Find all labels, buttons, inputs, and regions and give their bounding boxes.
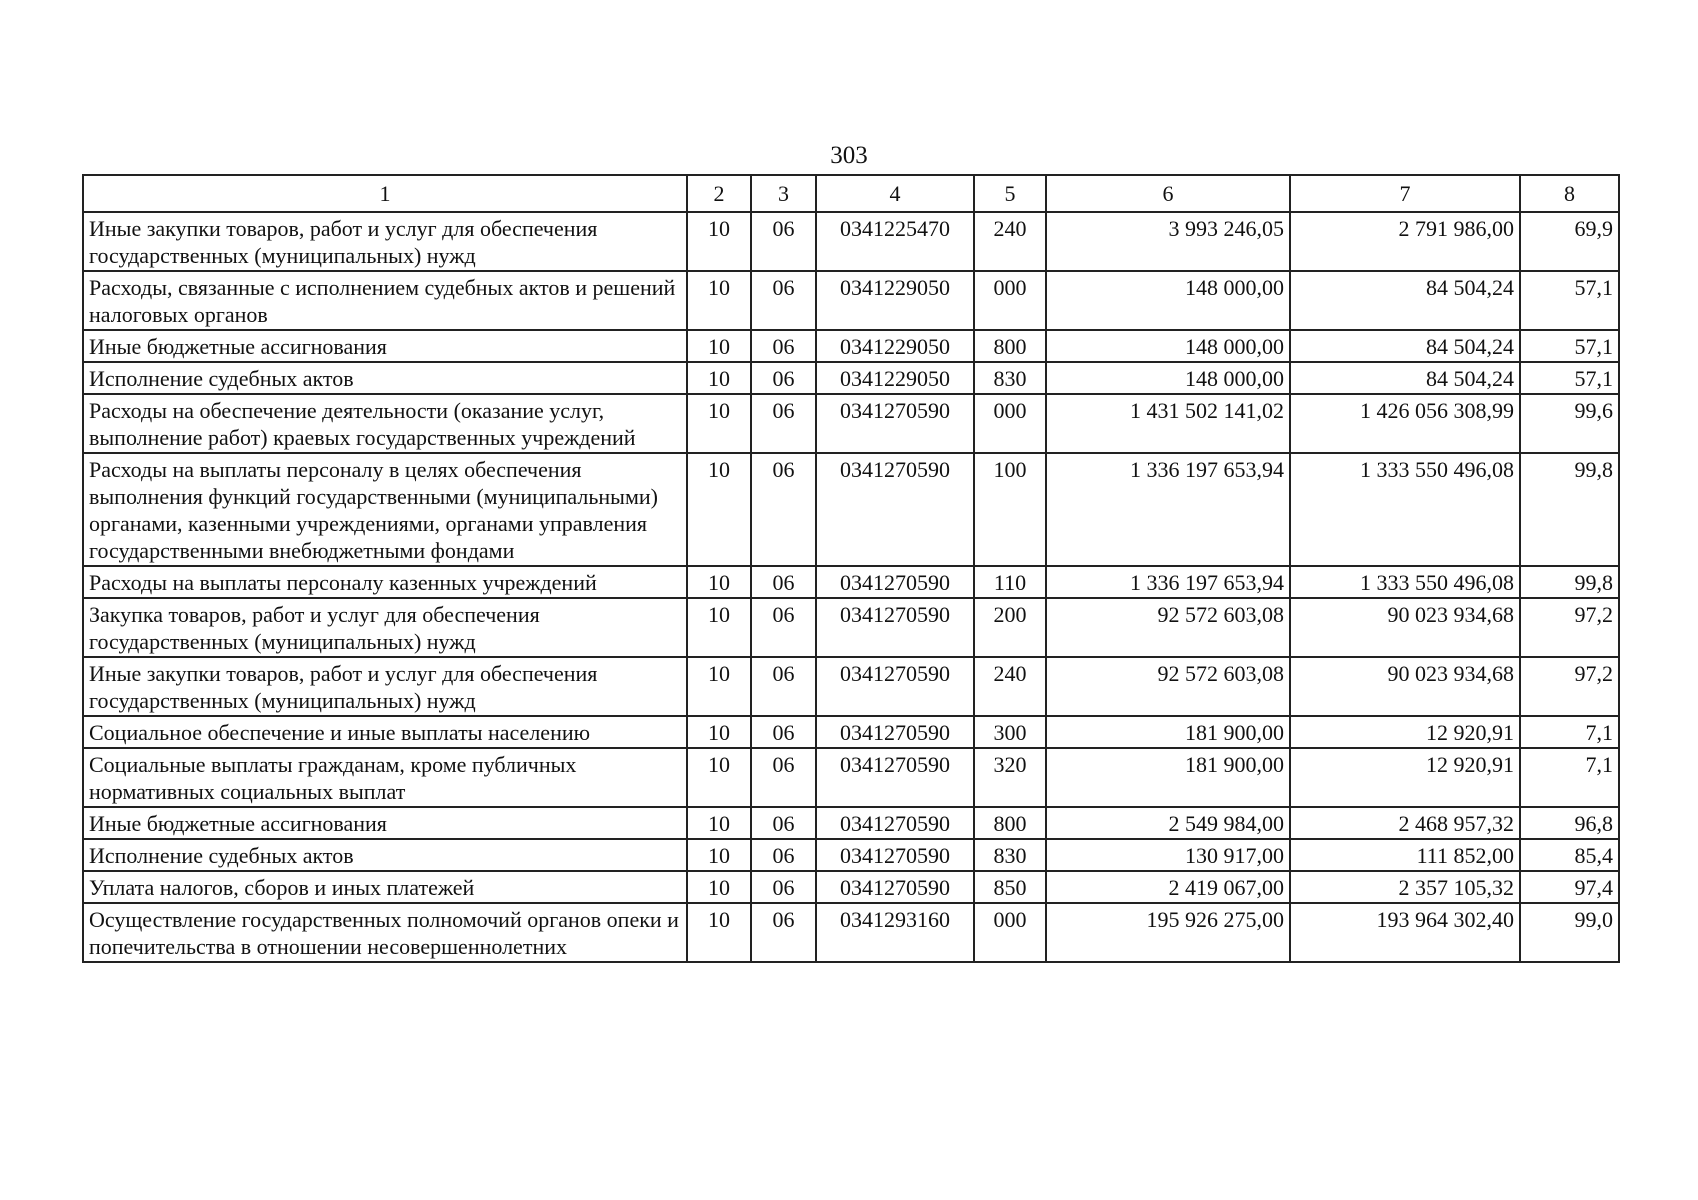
target-article-cell: 0341270590 [816, 748, 974, 807]
section-code-cell: 10 [687, 716, 751, 748]
expense-name-cell: Исполнение судебных актов [83, 839, 687, 871]
target-article-cell: 0341270590 [816, 807, 974, 839]
executed-amount-cell: 2 357 105,32 [1290, 871, 1520, 903]
expense-type-cell: 800 [974, 807, 1046, 839]
target-article-cell: 0341270590 [816, 453, 974, 566]
section-code-cell: 10 [687, 362, 751, 394]
section-code-cell: 10 [687, 598, 751, 657]
table-row [83, 566, 1619, 598]
target-article-cell: 0341270590 [816, 657, 974, 716]
column-header: 1 [83, 175, 687, 212]
subsection-code-cell: 06 [751, 903, 816, 962]
column-header: 6 [1046, 175, 1290, 212]
execution-percent-cell: 57,1 [1520, 330, 1619, 362]
target-article-cell: 0341270590 [816, 566, 974, 598]
section-code-cell: 10 [687, 903, 751, 962]
execution-percent-cell: 99,8 [1520, 453, 1619, 566]
subsection-code-cell: 06 [751, 394, 816, 453]
planned-amount-cell: 148 000,00 [1046, 362, 1290, 394]
section-code-cell: 10 [687, 871, 751, 903]
subsection-code-cell: 06 [751, 271, 816, 330]
planned-amount-cell: 181 900,00 [1046, 748, 1290, 807]
expense-name-cell: Иные закупки товаров, работ и услуг для обеспечения государственных (муниципальных) нужд [83, 657, 687, 716]
execution-percent-cell: 97,2 [1520, 657, 1619, 716]
expense-name-cell: Социальные выплаты гражданам, кроме публичных нормативных социальных выплат [83, 748, 687, 807]
table-row [83, 807, 1619, 839]
subsection-code-cell: 06 [751, 566, 816, 598]
subsection-code-cell: 06 [751, 748, 816, 807]
section-code-cell: 10 [687, 330, 751, 362]
section-code-cell: 10 [687, 839, 751, 871]
column-header: 7 [1290, 175, 1520, 212]
execution-percent-cell: 7,1 [1520, 748, 1619, 807]
execution-percent-cell: 99,8 [1520, 566, 1619, 598]
target-article-cell: 0341270590 [816, 598, 974, 657]
section-code-cell: 10 [687, 394, 751, 453]
expense-name-cell: Иные бюджетные ассигнования [83, 807, 687, 839]
planned-amount-cell: 92 572 603,08 [1046, 657, 1290, 716]
execution-percent-cell: 97,4 [1520, 871, 1619, 903]
execution-percent-cell: 85,4 [1520, 839, 1619, 871]
target-article-cell: 0341229050 [816, 330, 974, 362]
expense-type-cell: 830 [974, 362, 1046, 394]
expense-type-cell: 850 [974, 871, 1046, 903]
subsection-code-cell: 06 [751, 330, 816, 362]
section-code-cell: 10 [687, 453, 751, 566]
planned-amount-cell: 195 926 275,00 [1046, 903, 1290, 962]
table-row [83, 598, 1619, 657]
expense-type-cell: 830 [974, 839, 1046, 871]
planned-amount-cell: 130 917,00 [1046, 839, 1290, 871]
table-row [83, 716, 1619, 748]
column-header: 2 [687, 175, 751, 212]
planned-amount-cell: 2 419 067,00 [1046, 871, 1290, 903]
subsection-code-cell: 06 [751, 362, 816, 394]
header-row [83, 175, 1619, 212]
subsection-code-cell: 06 [751, 807, 816, 839]
column-header: 8 [1520, 175, 1619, 212]
expense-name-cell: Расходы, связанные с исполнением судебных актов и решений налоговых органов [83, 271, 687, 330]
column-header: 3 [751, 175, 816, 212]
executed-amount-cell: 193 964 302,40 [1290, 903, 1520, 962]
expense-type-cell: 300 [974, 716, 1046, 748]
expense-type-cell: 000 [974, 271, 1046, 330]
expense-name-cell: Осуществление государственных полномочий органов опеки и попечительства в отношении несовершеннолетних [83, 903, 687, 962]
executed-amount-cell: 90 023 934,68 [1290, 598, 1520, 657]
execution-percent-cell: 99,6 [1520, 394, 1619, 453]
table-row [83, 657, 1619, 716]
execution-percent-cell: 97,2 [1520, 598, 1619, 657]
planned-amount-cell: 3 993 246,05 [1046, 212, 1290, 271]
expense-type-cell: 320 [974, 748, 1046, 807]
executed-amount-cell: 1 426 056 308,99 [1290, 394, 1520, 453]
executed-amount-cell: 12 920,91 [1290, 716, 1520, 748]
section-code-cell: 10 [687, 566, 751, 598]
subsection-code-cell: 06 [751, 657, 816, 716]
execution-percent-cell: 99,0 [1520, 903, 1619, 962]
execution-percent-cell: 57,1 [1520, 271, 1619, 330]
subsection-code-cell: 06 [751, 871, 816, 903]
executed-amount-cell: 111 852,00 [1290, 839, 1520, 871]
executed-amount-cell: 1 333 550 496,08 [1290, 566, 1520, 598]
executed-amount-cell: 2 791 986,00 [1290, 212, 1520, 271]
executed-amount-cell: 84 504,24 [1290, 271, 1520, 330]
expense-type-cell: 100 [974, 453, 1046, 566]
table-row [83, 903, 1619, 962]
subsection-code-cell: 06 [751, 212, 816, 271]
section-code-cell: 10 [687, 212, 751, 271]
planned-amount-cell: 92 572 603,08 [1046, 598, 1290, 657]
table-row [83, 839, 1619, 871]
executed-amount-cell: 90 023 934,68 [1290, 657, 1520, 716]
expense-type-cell: 200 [974, 598, 1046, 657]
planned-amount-cell: 1 336 197 653,94 [1046, 566, 1290, 598]
table-row [83, 453, 1619, 566]
expense-name-cell: Уплата налогов, сборов и иных платежей [83, 871, 687, 903]
expense-name-cell: Иные бюджетные ассигнования [83, 330, 687, 362]
target-article-cell: 0341293160 [816, 903, 974, 962]
column-header: 5 [974, 175, 1046, 212]
planned-amount-cell: 181 900,00 [1046, 716, 1290, 748]
table-row [83, 212, 1619, 271]
executed-amount-cell: 84 504,24 [1290, 362, 1520, 394]
subsection-code-cell: 06 [751, 598, 816, 657]
executed-amount-cell: 1 333 550 496,08 [1290, 453, 1520, 566]
table-row [83, 362, 1619, 394]
expense-name-cell: Иные закупки товаров, работ и услуг для обеспечения государственных (муниципальных) нужд [83, 212, 687, 271]
execution-percent-cell: 7,1 [1520, 716, 1619, 748]
target-article-cell: 0341229050 [816, 271, 974, 330]
table-row [83, 394, 1619, 453]
expense-type-cell: 000 [974, 394, 1046, 453]
budget-table [82, 174, 1620, 963]
table-row [83, 748, 1619, 807]
target-article-cell: 0341270590 [816, 839, 974, 871]
execution-percent-cell: 57,1 [1520, 362, 1619, 394]
expense-type-cell: 240 [974, 212, 1046, 271]
subsection-code-cell: 06 [751, 453, 816, 566]
table-row [83, 271, 1619, 330]
executed-amount-cell: 2 468 957,32 [1290, 807, 1520, 839]
execution-percent-cell: 96,8 [1520, 807, 1619, 839]
table-row [83, 330, 1619, 362]
expense-name-cell: Расходы на выплаты персоналу в целях обеспечения выполнения функций государственными (муниципальными) органами, казенными учреждениями, органами управления государственными внебюджетными фондами [83, 453, 687, 566]
expense-type-cell: 800 [974, 330, 1046, 362]
expense-name-cell: Расходы на обеспечение деятельности (оказание услуг, выполнение работ) краевых государственных учреждений [83, 394, 687, 453]
target-article-cell: 0341270590 [816, 871, 974, 903]
target-article-cell: 0341270590 [816, 716, 974, 748]
planned-amount-cell: 1 336 197 653,94 [1046, 453, 1290, 566]
subsection-code-cell: 06 [751, 716, 816, 748]
section-code-cell: 10 [687, 807, 751, 839]
expense-name-cell: Исполнение судебных актов [83, 362, 687, 394]
planned-amount-cell: 148 000,00 [1046, 330, 1290, 362]
executed-amount-cell: 84 504,24 [1290, 330, 1520, 362]
section-code-cell: 10 [687, 271, 751, 330]
expense-name-cell: Расходы на выплаты персоналу казенных учреждений [83, 566, 687, 598]
section-code-cell: 10 [687, 748, 751, 807]
planned-amount-cell: 148 000,00 [1046, 271, 1290, 330]
subsection-code-cell: 06 [751, 839, 816, 871]
expense-name-cell: Закупка товаров, работ и услуг для обеспечения государственных (муниципальных) нужд [83, 598, 687, 657]
target-article-cell: 0341225470 [816, 212, 974, 271]
expense-type-cell: 240 [974, 657, 1046, 716]
table-row [83, 871, 1619, 903]
planned-amount-cell: 1 431 502 141,02 [1046, 394, 1290, 453]
table-header [83, 175, 1619, 212]
execution-percent-cell: 69,9 [1520, 212, 1619, 271]
planned-amount-cell: 2 549 984,00 [1046, 807, 1290, 839]
executed-amount-cell: 12 920,91 [1290, 748, 1520, 807]
column-header: 4 [816, 175, 974, 212]
expense-type-cell: 000 [974, 903, 1046, 962]
section-code-cell: 10 [687, 657, 751, 716]
target-article-cell: 0341270590 [816, 394, 974, 453]
target-article-cell: 0341229050 [816, 362, 974, 394]
table-body [83, 212, 1619, 962]
expense-type-cell: 110 [974, 566, 1046, 598]
expense-name-cell: Социальное обеспечение и иные выплаты населению [83, 716, 687, 748]
page-number: 303 [830, 142, 868, 169]
